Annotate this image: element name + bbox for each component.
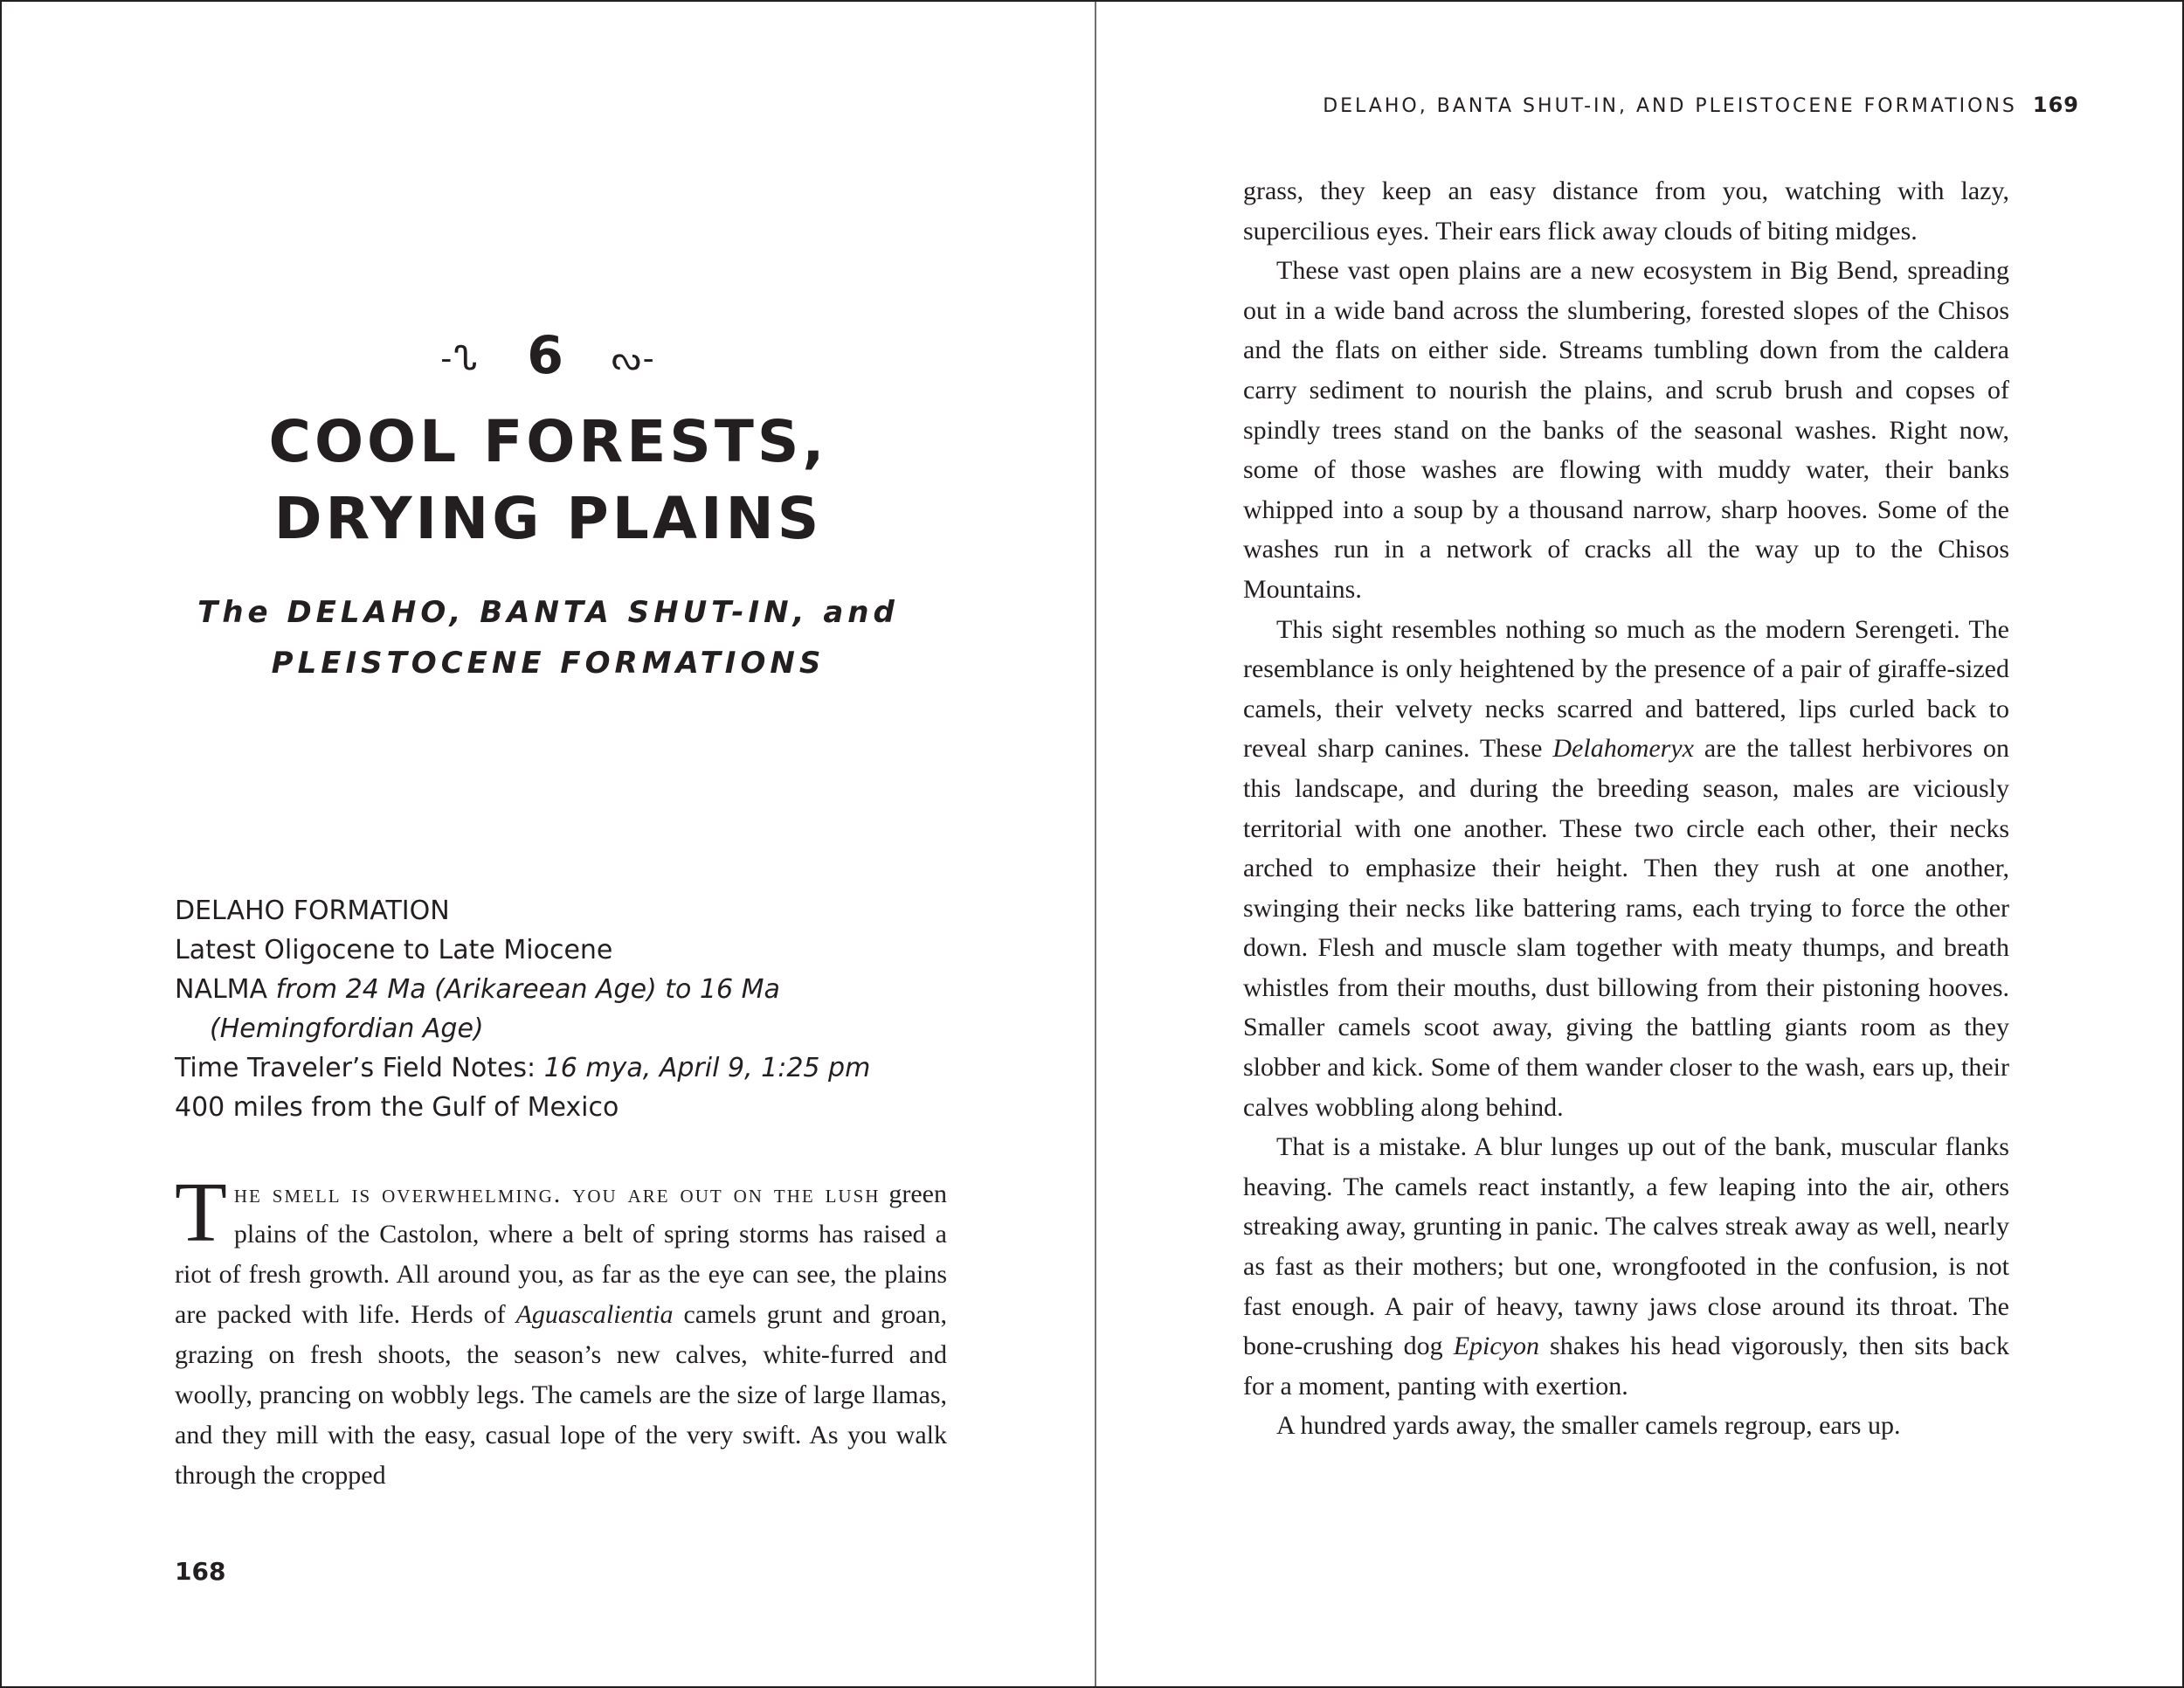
nalma-range-continued: (Hemingfordian Age) — [210, 1013, 484, 1044]
paragraph-text: shakes his head vigorously, then sits back for a moment, panting with exertion. — [1243, 1332, 2009, 1401]
paragraph-text: That is a mistake. A blur lunges up out of the bank, muscular flanks heaving. The camels react instantly, a few leaping into the air, others streaking away, grunting in panic. The calves streak away as well, nearly as fast as their mothers; but one, wrongfooted in the confusion, is not fast enough. A pair of heavy, tawny jaws close around its throat. The bone-crushing dog — [1243, 1132, 2009, 1361]
distance-from-gulf: 400 miles from the Gulf of Mexico — [175, 1092, 619, 1123]
paragraph-text: green plains of the Castolon, where a belt of spring storms has raised a riot of fresh growth. All around you, as far as the eye can see, the plains are packed with life. Herds of — [175, 1180, 947, 1329]
right-body-text — [1243, 171, 2009, 1446]
ornament-right-icon: ᔓ- — [611, 339, 656, 378]
chapter-title-line: DRYING PLAINS — [273, 485, 823, 552]
chapter-title-line: COOL FORESTS, — [268, 408, 828, 475]
formation-name: DELAHO FORMATION — [175, 896, 450, 926]
field-notes-block — [175, 891, 961, 1127]
paragraph: A hundred yards away, the smaller camels regroup, ears up. — [1276, 1411, 1901, 1441]
page-number-right: 169 — [2032, 93, 2079, 117]
paragraph-text: camels grunt and groan, grazing on fresh shoots, the season’s new calves, white-furred and woolly, prancing on wobbly legs. The camels are the size of large llamas, and they mill with the easy, casual lope of the very swift. As you walk through the cropped — [175, 1300, 947, 1490]
nalma-line — [175, 970, 961, 1009]
field-notes-line — [175, 1048, 961, 1088]
left-body-text — [175, 1166, 947, 1496]
page-number-left: 168 — [175, 1557, 226, 1586]
field-notes-label: Time Traveler’s Field Notes: — [175, 1053, 536, 1083]
right-page — [1096, 2, 2184, 1686]
lead-in-smallcaps: he smell is overwhelming. you are out on the lush — [233, 1180, 881, 1208]
nalma-range: from 24 Ma (Arikareean Age) to 16 Ma — [275, 974, 780, 1005]
species-name: Epicyon — [1453, 1332, 1539, 1361]
paragraph: These vast open plains are a new ecosystem in Big Bend, spreading out in a wide band across the slumbering, forested slopes of the Chisos and the flats on either side. Streams tumbling down from the caldera carry sediment to nourish the plains, and scrub brush and copses of spindly trees stand on the banks of the seasonal washes. Right now, some of those washes are flowing with muddy water, their banks whipped into a soup by a thousand narrow, sharp hooves. Some of the washes run in a network of cracks all the way up to the Chisos Mountains. — [1243, 256, 2009, 604]
chapter-number: 6 — [527, 325, 563, 386]
running-head-title: DELAHO, BANTA SHUT-IN, AND PLEISTOCENE FORMATIONS — [1323, 95, 2017, 117]
paragraph-text: are the tallest herbivores on this landscape, and during the breeding season, males are viciously territorial with one another. These two circle each other, their necks arched to emphasize their height. Then they rush at one another, swinging their necks like battering rams, each trying to force the other down. Flesh and muscle slam together with meaty thumps, and breath whistles from their mouths, dust billowing from their pistoning hooves. Smaller camels scoot away, giving the battling giants room as they slobber and kick. Some of them wander closer to the wash, ears up, their calves wobbling along behind. — [1243, 734, 2009, 1122]
paragraph: grass, they keep an easy distance from you, watching with lazy, supercilious eyes. Their ears flick away clouds of biting midges. — [1243, 176, 2009, 246]
ornament-left-icon: -ᔐ — [440, 339, 480, 378]
paragraph — [1243, 610, 2009, 1128]
chapter-number-line — [2, 321, 1095, 393]
field-notes-datetime: 16 mya, April 9, 1:25 pm — [543, 1053, 871, 1083]
paragraph-text: This sight resembles nothing so much as the modern Serengeti. The resemblance is only heightened by the presence of a pair of giraffe-sized camels, their velvety necks scarred and battered, lips curled back to reveal sharp canines. These — [1243, 614, 2009, 764]
opening-paragraph — [175, 1166, 947, 1496]
running-head — [1323, 93, 2079, 117]
paragraph — [1243, 1127, 2009, 1406]
epoch-range: Latest Oligocene to Late Miocene — [175, 935, 613, 965]
species-name: Aguascalientia — [515, 1300, 674, 1329]
left-page — [2, 2, 1095, 1686]
nalma-label: NALMA — [175, 974, 268, 1005]
drop-cap: T — [175, 1166, 227, 1260]
chapter-title — [2, 404, 1095, 557]
chapter-subtitle-line: The DELAHO, BANTA SHUT-IN, and — [197, 595, 899, 630]
species-name: Delahomeryx — [1552, 734, 1694, 764]
chapter-subtitle — [2, 587, 1095, 688]
chapter-subtitle-line: PLEISTOCENE FORMATIONS — [271, 646, 826, 681]
